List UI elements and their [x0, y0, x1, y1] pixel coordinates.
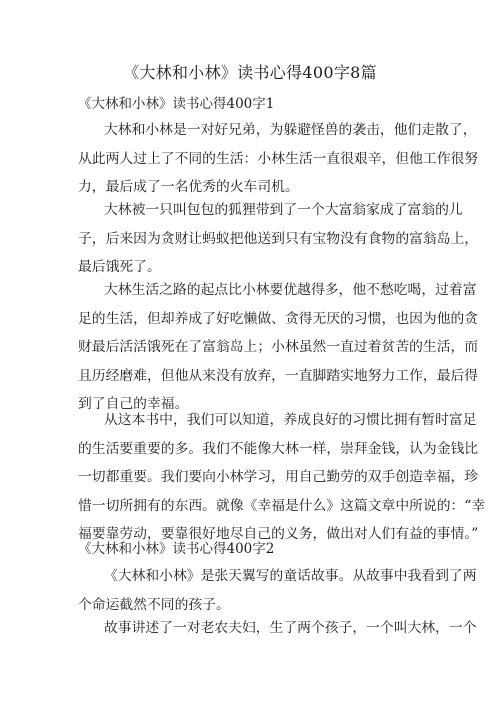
paragraph-line: 且历经磨难，但他从来没有放弃，一直脚踏实地努力工作，最后得 — [78, 367, 479, 384]
paragraph-line: 子，后来因为贪财让蚂蚁把他送到只有宝物没有食物的富翁岛上， — [78, 230, 479, 247]
paragraph — [78, 406, 486, 549]
paragraph-line: 惜一切所拥有的东西。就像《幸福是什么》这篇文章中所说的：“幸 — [78, 497, 486, 514]
section-heading: 《大林和小林》读书心得400字1 — [78, 96, 275, 112]
document-title: 《大林和小林》读书心得400字8篇 — [123, 63, 377, 82]
paragraph — [78, 116, 479, 202]
paragraph-line: 最后饿死了。 — [78, 259, 161, 275]
paragraph-line: 故事讲述了一对老农夫妇，生了两个孩子，一个叫大林，一个 — [104, 620, 477, 636]
paragraph — [78, 276, 479, 419]
paragraph-line: 力，最后成了一名优秀的火车司机。 — [78, 179, 299, 195]
paragraph-line: 从此两人过上了不同的生活：小林生活一直很艰辛，但他工作很努 — [78, 150, 479, 167]
paragraph-line: 福要靠劳动，要靠很好地尽自己的义务，做出对人们有益的事情。” — [78, 526, 479, 542]
paragraph-line: 大林和小林是一对好兄弟，为躲避怪兽的袭击，他们走散了， — [104, 122, 477, 138]
paragraph-line: 从这本书中，我们可以知道，养成良好的习惯比拥有暂时富足 — [104, 412, 477, 428]
paragraph — [78, 196, 479, 282]
section-heading: 《大林和小林》读书心得400字2 — [78, 541, 275, 557]
paragraph-line: 一切都重要。我们要向小林学习，用自己勤劳的双手创造幸福，珍 — [78, 469, 479, 485]
paragraph-line: 的生活要重要的多。我们不能像大林一样，崇拜金钱，认为金钱比 — [78, 440, 479, 457]
paragraph-line: 大林被一只叫包包的狐狸带到了一个大富翁家成了富翁的儿 — [104, 202, 463, 218]
paragraph-line: 财最后活活饿死在了富翁岛上；小林虽然一直过着贫苦的生活，而 — [78, 339, 479, 355]
paragraph — [78, 614, 477, 643]
paragraph — [78, 562, 477, 619]
paragraph-line: 到了自己的幸福。 — [78, 396, 189, 412]
paragraph-line: 大林生活之路的起点比小林要优越得多，他不愁吃喝，过着富 — [104, 282, 477, 298]
paragraph-line: 《大林和小林》是张天翼写的童话故事。从故事中我看到了两 — [104, 568, 477, 584]
paragraph-line: 个命运截然不同的孩子。 — [78, 596, 230, 613]
paragraph-line: 足的生活，但却养成了好吃懒做、贪得无厌的习惯，也因为他的贪 — [78, 310, 479, 327]
